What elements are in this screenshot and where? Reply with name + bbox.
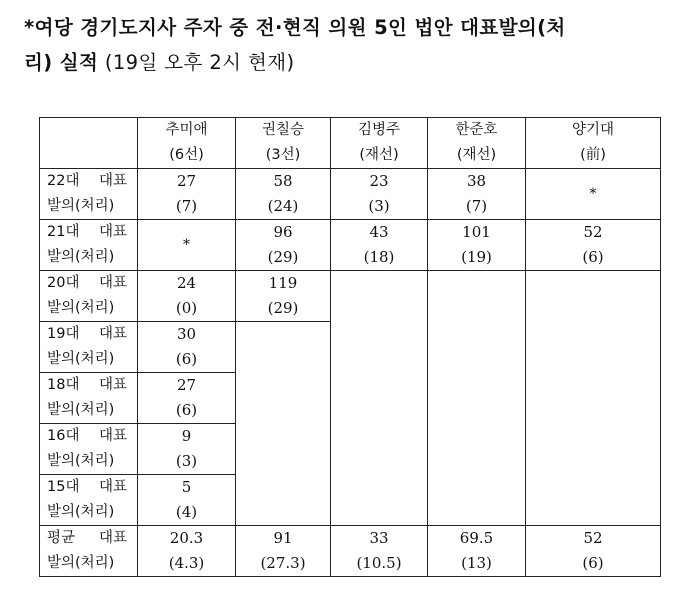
empty-cell [331, 271, 428, 322]
row-label: 19대 대표 발의(처리) [40, 322, 138, 373]
empty-cell [236, 424, 331, 475]
table-row [40, 373, 661, 424]
row-label: 15대 대표 발의(처리) [40, 475, 138, 526]
data-cell: 23 (3) [331, 169, 428, 220]
empty-cell [236, 322, 331, 373]
table-row [40, 424, 661, 475]
column-header: 한준호 (재선) [428, 118, 526, 169]
empty-cell [428, 271, 526, 322]
title-line-2-date: (19일 오후 2시 현재) [98, 51, 295, 74]
data-cell: 101 (19) [428, 220, 526, 271]
data-cell: 96 (29) [236, 220, 331, 271]
data-cell: 38 (7) [428, 169, 526, 220]
header-row [40, 118, 661, 169]
page-title [24, 10, 664, 80]
empty-cell [331, 475, 428, 526]
empty-cell [331, 424, 428, 475]
data-cell: 30 (6) [138, 322, 236, 373]
data-cell: * [526, 169, 661, 220]
empty-cell [428, 424, 526, 475]
data-cell: 24 (0) [138, 271, 236, 322]
table-row [40, 169, 661, 220]
empty-cell [236, 373, 331, 424]
data-cell: 5 (4) [138, 475, 236, 526]
column-header: 추미애 (6선) [138, 118, 236, 169]
table-row [40, 271, 661, 322]
empty-cell [428, 475, 526, 526]
title-line-2-bold: 리) 실적 [24, 51, 99, 74]
data-cell: 43 (18) [331, 220, 428, 271]
empty-cell [428, 322, 526, 373]
bill-stats-table [39, 117, 661, 577]
row-label: 22대 대표 발의(처리) [40, 169, 138, 220]
empty-cell [526, 373, 661, 424]
empty-cell [526, 424, 661, 475]
row-label: 21대 대표 발의(처리) [40, 220, 138, 271]
data-cell: 52 (6) [526, 220, 661, 271]
empty-cell [428, 373, 526, 424]
data-cell: 27 (7) [138, 169, 236, 220]
row-label: 18대 대표 발의(처리) [40, 373, 138, 424]
data-cell: 91 (27.3) [236, 526, 331, 577]
table-row-average [40, 526, 661, 577]
row-label: 평균 대표 발의(처리) [40, 526, 138, 577]
empty-cell [526, 322, 661, 373]
table-row [40, 322, 661, 373]
data-cell: 119 (29) [236, 271, 331, 322]
title-line-1: *여당 경기도지사 주자 중 전·현직 의원 5인 법안 대표발의(처 [24, 16, 566, 39]
empty-cell [236, 475, 331, 526]
empty-cell [331, 322, 428, 373]
data-cell: 20.3 (4.3) [138, 526, 236, 577]
data-cell: 33 (10.5) [331, 526, 428, 577]
empty-cell [526, 475, 661, 526]
column-header: 양기대 (前) [526, 118, 661, 169]
title-line-2 [24, 45, 664, 80]
data-cell: 27 (6) [138, 373, 236, 424]
column-header: 권칠승 (3선) [236, 118, 331, 169]
row-label: 16대 대표 발의(처리) [40, 424, 138, 475]
data-cell: 69.5 (13) [428, 526, 526, 577]
empty-cell [526, 271, 661, 322]
corner-cell [40, 118, 138, 169]
table-row [40, 475, 661, 526]
data-cell: 9 (3) [138, 424, 236, 475]
column-header: 김병주 (재선) [331, 118, 428, 169]
row-label: 20대 대표 발의(처리) [40, 271, 138, 322]
empty-cell [331, 373, 428, 424]
data-cell: * [138, 220, 236, 271]
data-cell: 52 (6) [526, 526, 661, 577]
table-row [40, 220, 661, 271]
data-cell: 58 (24) [236, 169, 331, 220]
